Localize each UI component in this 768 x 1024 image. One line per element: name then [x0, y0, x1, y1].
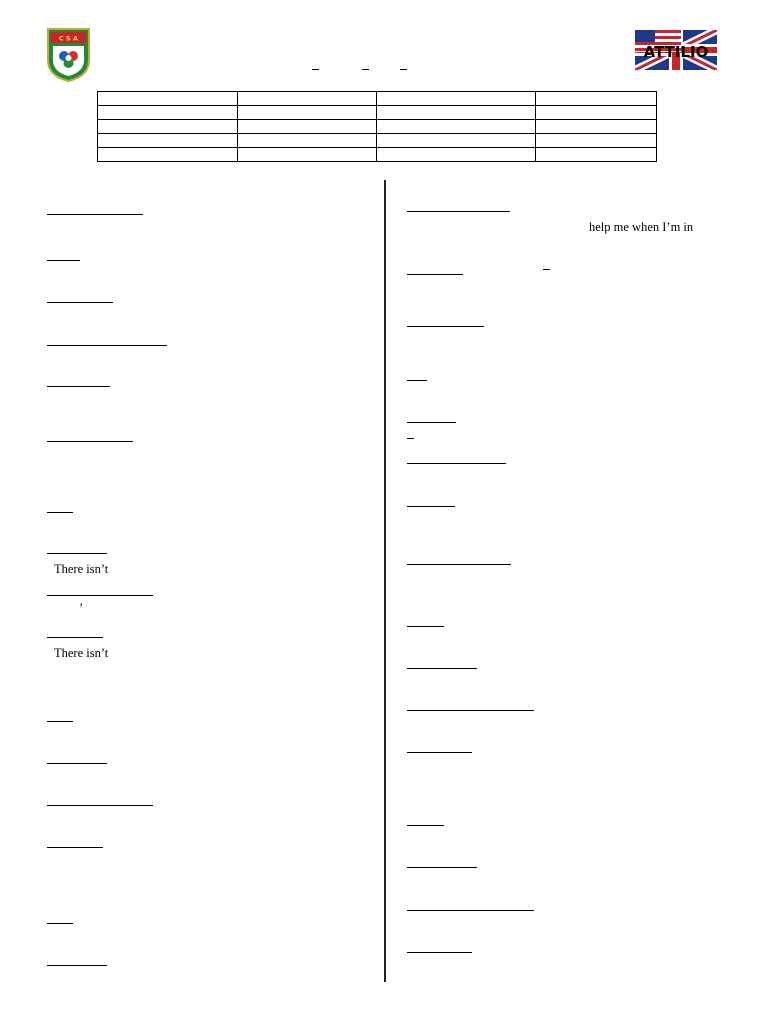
left-blank-line[interactable] — [47, 763, 107, 764]
table-cell[interactable] — [536, 120, 657, 134]
table-cell[interactable] — [98, 134, 238, 148]
right-blank-line[interactable] — [407, 326, 484, 327]
column-divider — [384, 180, 386, 982]
table-cell[interactable] — [98, 92, 238, 106]
right-blank-line[interactable] — [407, 626, 444, 627]
flag-brand-logo — [635, 30, 717, 70]
table-cell[interactable] — [377, 120, 536, 134]
right-blank-line[interactable] — [407, 910, 534, 911]
left-blank-line[interactable] — [47, 847, 103, 848]
table-cell[interactable] — [377, 148, 536, 162]
left-blank-line[interactable] — [47, 441, 133, 442]
table-cell[interactable] — [98, 148, 238, 162]
left-blank-line[interactable] — [47, 923, 73, 924]
right-blank-line[interactable] — [407, 867, 477, 868]
right-dash — [407, 438, 414, 439]
header-dash — [400, 69, 407, 70]
table-cell[interactable] — [238, 134, 377, 148]
right-blank-line[interactable] — [407, 752, 472, 753]
left-answer-text: ’ — [79, 601, 84, 615]
left-blank-line[interactable] — [47, 637, 103, 638]
table-row — [98, 148, 657, 162]
table-cell[interactable] — [536, 92, 657, 106]
table-cell[interactable] — [536, 134, 657, 148]
left-answer-text: There isn’t — [54, 646, 109, 660]
table-cell[interactable] — [98, 120, 238, 134]
header-dash — [362, 69, 369, 70]
left-blank-line[interactable] — [47, 260, 80, 261]
right-blank-line[interactable] — [407, 211, 510, 212]
right-dash — [543, 269, 550, 270]
left-answer-text: There isn’t — [54, 562, 109, 576]
right-blank-line[interactable] — [407, 274, 463, 275]
right-blank-line[interactable] — [407, 422, 456, 423]
table-row — [98, 92, 657, 106]
right-blank-line[interactable] — [407, 710, 534, 711]
table-cell[interactable] — [536, 148, 657, 162]
table-cell[interactable] — [98, 106, 238, 120]
table-cell[interactable] — [238, 92, 377, 106]
table-row — [98, 106, 657, 120]
brand-logo-text: ATTILIO — [643, 43, 709, 61]
right-blank-line[interactable] — [407, 952, 472, 953]
header-dash — [312, 69, 319, 70]
left-blank-line[interactable] — [47, 553, 107, 554]
left-blank-line[interactable] — [47, 721, 73, 722]
left-blank-line[interactable] — [47, 345, 167, 346]
table-cell[interactable] — [238, 148, 377, 162]
table-cell[interactable] — [536, 106, 657, 120]
right-blank-line[interactable] — [407, 463, 506, 464]
right-blank-line[interactable] — [407, 380, 427, 381]
left-blank-line[interactable] — [47, 302, 113, 303]
right-fragment-text: help me when I’m in — [589, 220, 694, 234]
left-blank-line[interactable] — [47, 595, 153, 596]
right-blank-line[interactable] — [407, 668, 477, 669]
table-cell[interactable] — [377, 106, 536, 120]
left-blank-line[interactable] — [47, 805, 153, 806]
right-blank-line[interactable] — [407, 506, 455, 507]
table-cell[interactable] — [238, 106, 377, 120]
crest-letters: C S A — [58, 34, 79, 43]
left-blank-line[interactable] — [47, 214, 143, 215]
right-blank-line[interactable] — [407, 564, 511, 565]
table-cell[interactable] — [377, 134, 536, 148]
table-cell[interactable] — [377, 92, 536, 106]
left-blank-line[interactable] — [47, 965, 107, 966]
table-row — [98, 134, 657, 148]
table-row — [98, 120, 657, 134]
info-table — [97, 91, 657, 162]
left-blank-line[interactable] — [47, 512, 73, 513]
right-blank-line[interactable] — [407, 825, 444, 826]
table-cell[interactable] — [238, 120, 377, 134]
left-blank-line[interactable] — [47, 386, 110, 387]
school-crest-logo — [45, 26, 92, 82]
